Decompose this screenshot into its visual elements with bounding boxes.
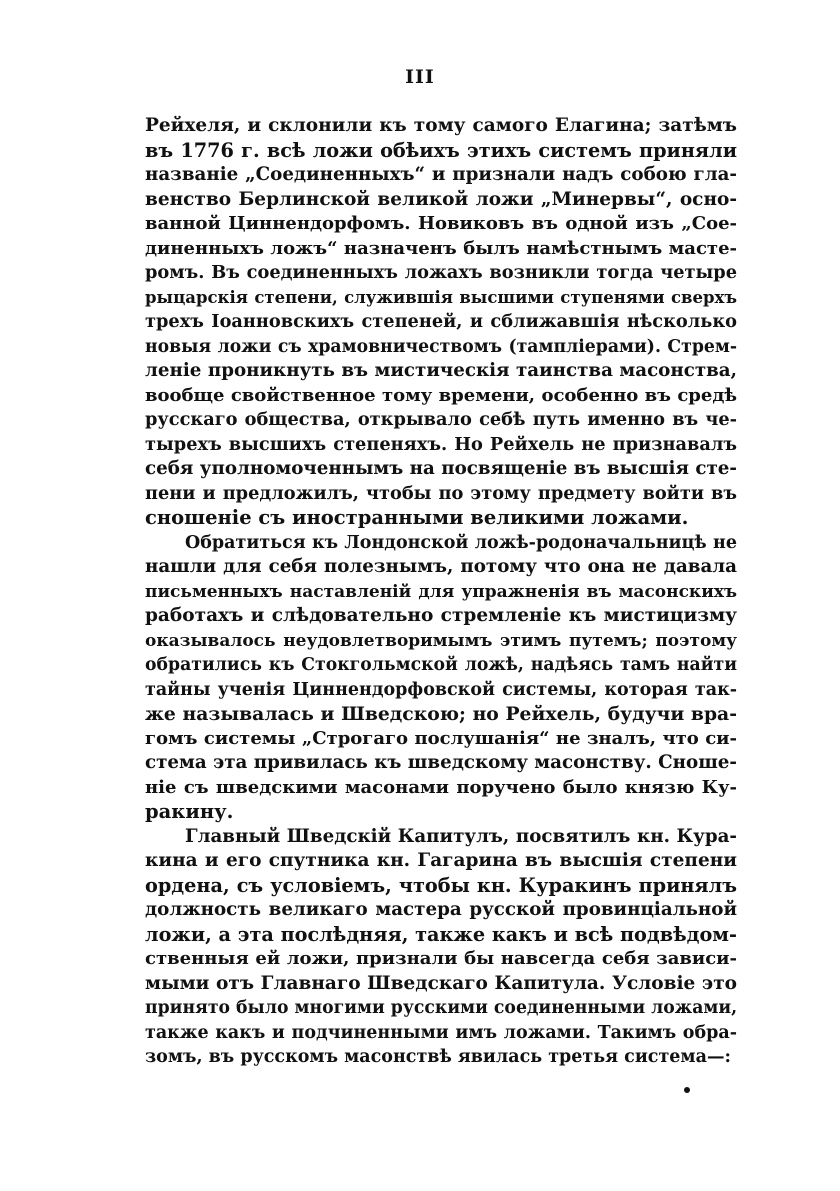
- text-line: письменныхъ наставленій для упражненія въ масонскихъ: [145, 581, 737, 602]
- text-line: Главный Шведскій Капитулъ, посвятилъ кн. Кура-: [185, 825, 737, 847]
- text-line: ордена, съ условіемъ, чтобы кн. Куракинъ принялъ: [145, 873, 737, 897]
- text-line: рыцарскія степени, служившія высшими ступенями сверхъ: [145, 287, 737, 307]
- ink-mark: [684, 1087, 690, 1093]
- text-line: также какъ и подчиненными имъ ложами. Такимъ обра-: [145, 1022, 737, 1043]
- text-line: же называлась и Шведскою; но Рейхель, будучи вра-: [145, 703, 737, 725]
- text-line: принято было многими русскими соединенными ложами,: [145, 998, 737, 1018]
- text-line: ственныя ей ложи, признали бы навсегда себя зависи-: [145, 948, 737, 969]
- text-line: себя уполномоченнымъ на посвященіе въ высшія сте-: [145, 458, 737, 479]
- text-line: гомъ системы „Строгаго послушанія“ не зналъ, что си-: [145, 727, 737, 749]
- text-line: пени и предложилъ, чтобы по этому предмету войти въ: [145, 482, 737, 504]
- paragraph: [145, 114, 737, 531]
- text-line: трехъ Іоанновскихъ степеней, и сближавшія нѣсколько: [145, 311, 737, 332]
- text-line: стема эта привилась къ шведскому масонству. Сноше-: [145, 752, 737, 773]
- text-line: вообще свойственное тому времени, особенно въ средѣ: [145, 384, 737, 406]
- page-number: III: [405, 66, 435, 88]
- text-line: нашли для себя полезнымъ, потому что она не давала: [145, 556, 737, 577]
- text-line: оказывалось неудовлетворимымъ этимъ путемъ; поэтому: [145, 630, 737, 651]
- text-line: тырехъ высшихъ степеняхъ. Но Рейхель не признавалъ: [145, 433, 737, 455]
- text-line: ванной Циннендорфомъ. Новиковъ въ одной изъ „Сое-: [145, 213, 737, 234]
- text-line: Рейхеля, и склонили къ тому самого Елагина; затѣмъ: [145, 115, 737, 136]
- text-line: обратились къ Стокгольмской ложѣ, надѣясь тамъ найти: [145, 655, 737, 675]
- text-line: должность великаго мастера русской провинціальной: [145, 899, 737, 920]
- text-line: работахъ и слѣдовательно стремленіе къ мистицизму: [145, 605, 737, 626]
- text-line: названіе „Соединенныхъ“ и признали надъ собою гла-: [145, 164, 737, 185]
- text-line: зомъ, въ русскомъ масонствѣ явилась третья система—:: [145, 1047, 731, 1067]
- text-line: ложи, а эта послѣдняя, также какъ и всѣ подвѣдом-: [145, 922, 737, 946]
- text-line: русскаго общества, открывало себѣ путь именно въ че-: [145, 409, 737, 430]
- text-line: диненныхъ ложъ“ назначенъ былъ намѣстнымъ масте-: [145, 237, 737, 259]
- body-text: [145, 114, 737, 1070]
- paragraph: [145, 825, 737, 1070]
- text-line: ракину.: [145, 800, 234, 823]
- text-line: новыя ложи съ храмовничествомъ (тампліерами). Стрем-: [145, 336, 737, 357]
- text-line: кина и его спутника кн. Гагарина въ высшія степени: [145, 850, 737, 871]
- text-line: леніе проникнуть въ мистическія таинства масонства,: [145, 360, 737, 381]
- text-line: въ 1776 г. всѣ ложи обѣихъ этихъ системъ приняли: [145, 138, 737, 162]
- text-line: тайны ученія Циннендорфовской системы, которая так-: [145, 679, 737, 700]
- paragraph: [145, 531, 737, 825]
- text-line: ніе съ шведскими масонами поручено было князю Ку-: [145, 776, 737, 798]
- text-line: ромъ. Въ соединенныхъ ложахъ возникли тогда четыре: [145, 262, 737, 283]
- text-line: мыми отъ Главнаго Шведскаго Капитула. Условіе это: [145, 972, 737, 994]
- text-line: Обратиться къ Лондонской ложѣ-родоначальницѣ не: [185, 532, 737, 553]
- text-line: венство Берлинской великой ложи „Минервы“, осно-: [145, 188, 737, 210]
- text-line: сношеніе съ иностранными великими ложами.: [145, 506, 689, 529]
